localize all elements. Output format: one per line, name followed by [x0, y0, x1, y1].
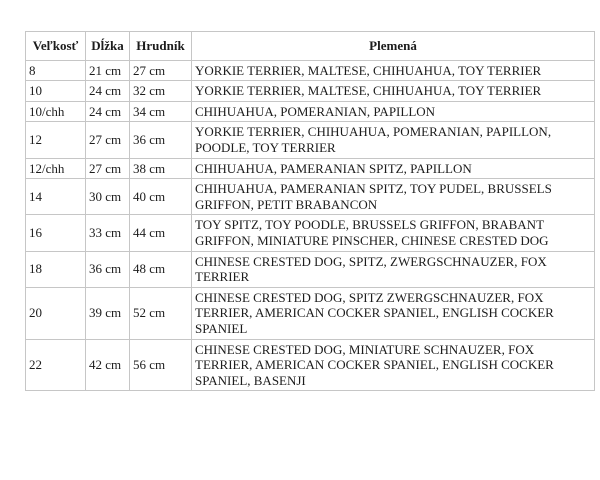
- chest-cell: 27 cm: [130, 60, 192, 81]
- length-cell: 27 cm: [86, 158, 130, 179]
- length-cell: 27 cm: [86, 122, 130, 158]
- length-cell: 30 cm: [86, 179, 130, 215]
- table-row: [26, 251, 595, 287]
- dog-size-table: [25, 31, 595, 391]
- size-cell: 14: [26, 179, 86, 215]
- size-cell: 18: [26, 251, 86, 287]
- length-cell: 42 cm: [86, 339, 130, 391]
- length-cell: 24 cm: [86, 81, 130, 102]
- header-hrudnik: Hrudník: [130, 32, 192, 61]
- chest-cell: 34 cm: [130, 101, 192, 122]
- length-cell: 36 cm: [86, 251, 130, 287]
- breeds-cell: CHIHUAHUA, PAMERANIAN SPITZ, TOY PUDEL, BRUSSELS GRIFFON, PETIT BRABANCON: [192, 179, 595, 215]
- header-row: [26, 32, 595, 61]
- table-row: [26, 287, 595, 339]
- breeds-cell: CHIHUAHUA, PAMERANIAN SPITZ, PAPILLON: [192, 158, 595, 179]
- chest-cell: 56 cm: [130, 339, 192, 391]
- length-cell: 33 cm: [86, 215, 130, 251]
- length-cell: 39 cm: [86, 287, 130, 339]
- table-row: [26, 122, 595, 158]
- breeds-cell: TOY SPITZ, TOY POODLE, BRUSSELS GRIFFON, BRABANT GRIFFON, MINIATURE PINSCHER, CHINESE CRESTED DOG: [192, 215, 595, 251]
- length-cell: 24 cm: [86, 101, 130, 122]
- size-cell: 12/chh: [26, 158, 86, 179]
- table-row: [26, 179, 595, 215]
- chest-cell: 40 cm: [130, 179, 192, 215]
- breeds-cell: YORKIE TERRIER, MALTESE, CHIHUAHUA, TOY TERRIER: [192, 81, 595, 102]
- size-cell: 10: [26, 81, 86, 102]
- table-row: [26, 158, 595, 179]
- table-row: [26, 60, 595, 81]
- length-cell: 21 cm: [86, 60, 130, 81]
- table-head: [26, 32, 595, 61]
- breeds-cell: CHIHUAHUA, POMERANIAN, PAPILLON: [192, 101, 595, 122]
- header-plemena: Plemená: [192, 32, 595, 61]
- table-body: [26, 60, 595, 391]
- breeds-cell: CHINESE CRESTED DOG, SPITZ, ZWERGSCHNAUZER, FOX TERRIER: [192, 251, 595, 287]
- chest-cell: 38 cm: [130, 158, 192, 179]
- table-row: [26, 101, 595, 122]
- size-cell: 16: [26, 215, 86, 251]
- size-cell: 22: [26, 339, 86, 391]
- chest-cell: 48 cm: [130, 251, 192, 287]
- table-row: [26, 215, 595, 251]
- table-row: [26, 339, 595, 391]
- breeds-cell: YORKIE TERRIER, MALTESE, CHIHUAHUA, TOY TERRIER: [192, 60, 595, 81]
- size-cell: 12: [26, 122, 86, 158]
- breeds-cell: CHINESE CRESTED DOG, SPITZ ZWERGSCHNAUZER, FOX TERRIER, AMERICAN COCKER SPANIEL, ENGLISH COCKER SPANIEL: [192, 287, 595, 339]
- size-cell: 10/chh: [26, 101, 86, 122]
- header-velkost: Veľkosť: [26, 32, 86, 61]
- table-row: [26, 81, 595, 102]
- breeds-cell: YORKIE TERRIER, CHIHUAHUA, POMERANIAN, PAPILLON, POODLE, TOY TERRIER: [192, 122, 595, 158]
- header-dlzka: Dĺžka: [86, 32, 130, 61]
- size-cell: 8: [26, 60, 86, 81]
- size-cell: 20: [26, 287, 86, 339]
- chest-cell: 44 cm: [130, 215, 192, 251]
- chest-cell: 36 cm: [130, 122, 192, 158]
- chest-cell: 32 cm: [130, 81, 192, 102]
- chest-cell: 52 cm: [130, 287, 192, 339]
- breeds-cell: CHINESE CRESTED DOG, MINIATURE SCHNAUZER, FOX TERRIER, AMERICAN COCKER SPANIEL, ENGLISH COCKER SPANIEL, BASENJI: [192, 339, 595, 391]
